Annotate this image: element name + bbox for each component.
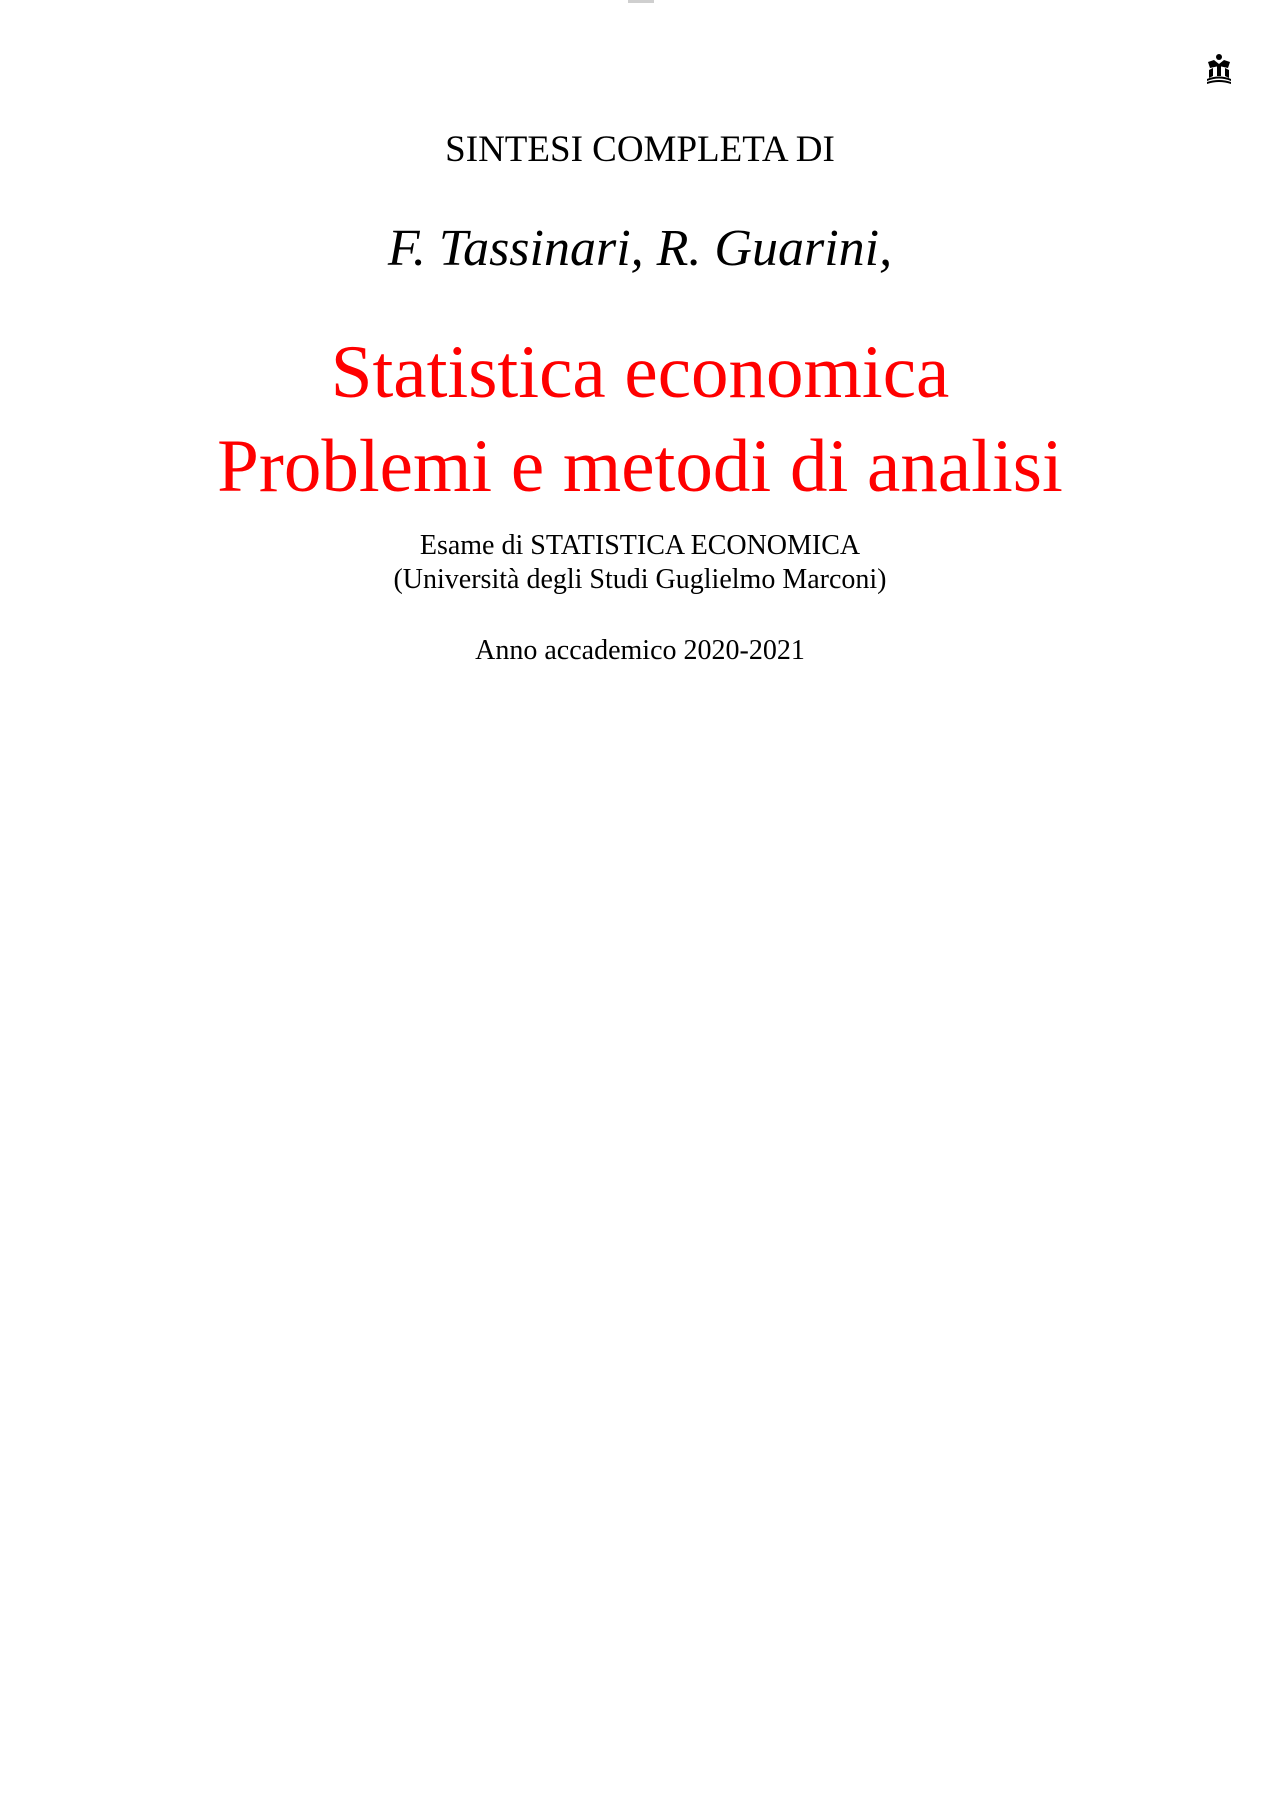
university-name: (Università degli Studi Guglielmo Marconi): [393, 564, 887, 595]
exam-name: Esame di STATISTICA ECONOMICA: [419, 530, 861, 561]
authors: F. Tassinari, R. Guarini,: [387, 220, 893, 277]
title-line-2: Problemi e metodi di analisi: [217, 425, 1063, 508]
header-mark: [628, 0, 654, 3]
title-line-1: Statistica economica: [330, 331, 950, 414]
summary-prefix: SINTESI COMPLETA DI: [445, 129, 835, 170]
crest-logo-icon: [1204, 52, 1234, 86]
academic-year: Anno accademico 2020-2021: [475, 635, 805, 666]
